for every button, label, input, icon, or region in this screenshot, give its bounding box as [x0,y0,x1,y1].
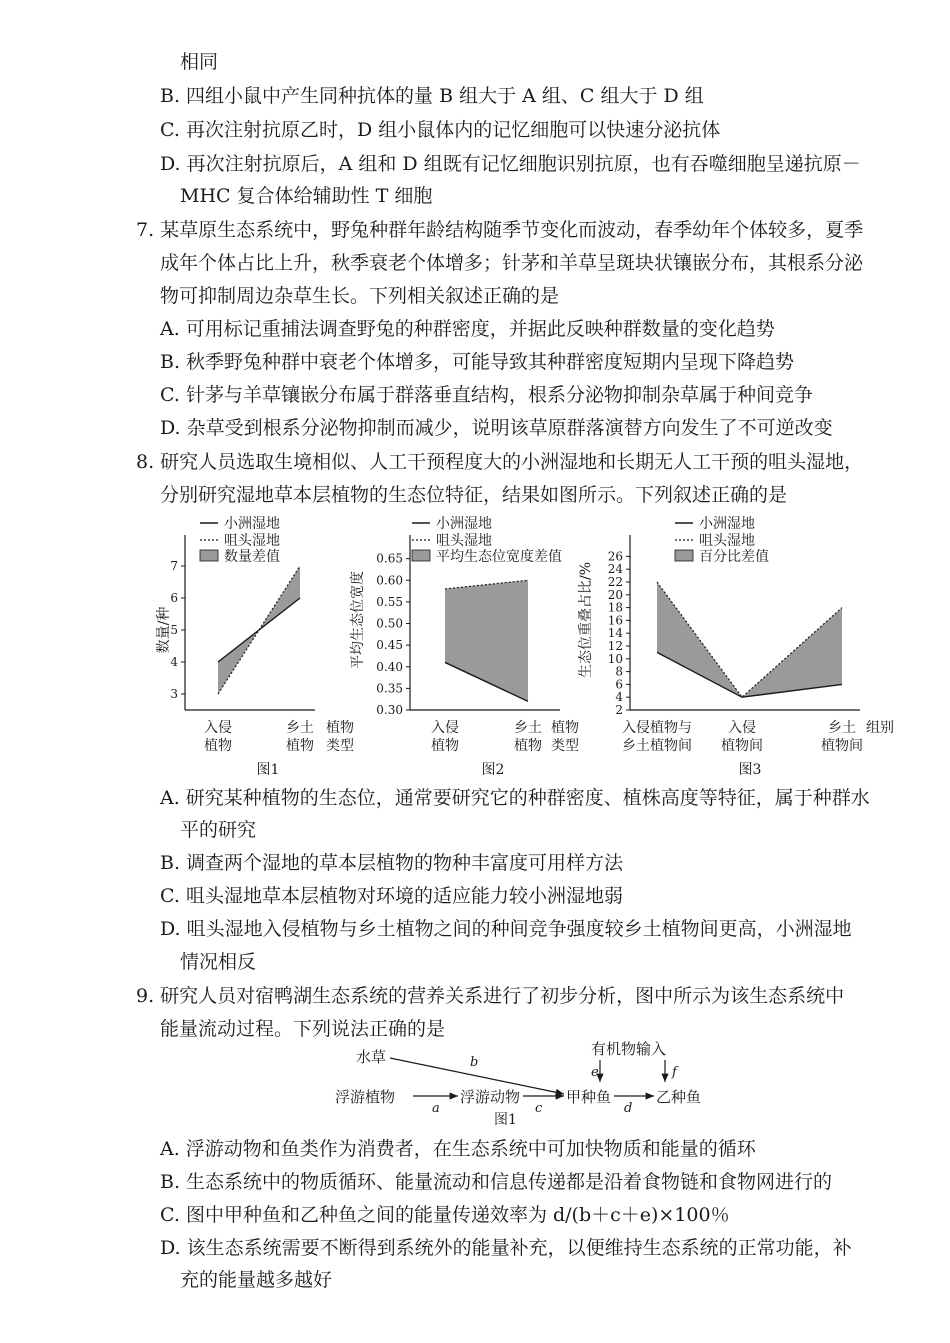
label-c: c [535,1101,543,1116]
q9-stem-line1: 9. 研究人员对宿鸭湖生态系统的营养关系进行了初步分析，图中所示为该生态系统中 [136,985,845,1007]
label-a: a [432,1101,440,1116]
x-category-label: 入侵 [728,720,756,736]
x-category-label: 植物 [204,738,232,754]
x-category-label: 植物 [514,738,542,754]
y-tick-label: 6 [615,677,623,692]
label-f: f [672,1065,677,1080]
y-tick-label: 0.45 [376,638,403,653]
x-axis-label: 类型 [326,738,354,754]
x-axis-label: 植物 [551,720,579,736]
q8-option-b: B. 调查两个湿地的草本层植物的物种丰富度可用样方法 [160,852,624,874]
figure-caption: 图2 [481,762,505,778]
legend-swatch [412,550,430,561]
y-tick-label: 18 [607,600,623,615]
y-tick-label: 26 [607,549,623,564]
x-category-label: 乡土 [514,720,542,736]
y-tick-label: 2 [615,703,623,717]
q8-option-a-line2: 平的研究 [180,819,257,841]
q7-stem-line2: 成年个体占比上升，秋季衰老个体增多；针茅和羊草呈斑块状镶嵌分布，其根系分泌 [160,252,864,274]
x-category-label: 植物 [286,738,314,754]
x-axis-label: 类型 [551,738,579,754]
y-tick-label: 22 [607,575,623,589]
q8-option-c: C. 咀头湿地草本层植物对环境的适应能力较小洲湿地弱 [160,885,623,907]
y-tick-label: 16 [607,613,623,628]
q9-option-a: A. 浮游动物和鱼类作为消费者，在生态系统中可加快物质和能量的循环 [160,1138,756,1160]
q6-stem-continuation: 相同 [180,51,219,73]
q6-option-c: C. 再次注射抗原乙时，D 组小鼠体内的记忆细胞可以快速分泌抗体 [160,119,721,141]
x-category-label: 植物间 [821,738,863,754]
legend-label: 平均生态位宽度差值 [436,549,562,565]
legend-label: 小洲湿地 [224,516,280,532]
y-tick-label: 10 [607,651,623,666]
q8-option-d-line2: 情况相反 [180,951,257,973]
y-axis-label: 平均生态位宽度 [350,571,366,669]
figure-caption: 图3 [738,762,762,778]
y-tick-label: 12 [607,639,623,653]
y-tick-label: 6 [170,591,178,605]
figure-caption: 图1 [256,762,280,778]
legend-label: 咀头湿地 [699,533,755,549]
y-axis-label: 生态位重叠占比/% [578,561,594,679]
q8-stem-line2: 分别研究湿地草本层植物的生态位特征，结果如图所示。下列叙述正确的是 [160,484,788,506]
q7-option-a: A. 可用标记重捕法调查野兔的种群密度，并据此反映种群数量的变化趋势 [160,318,775,340]
q6-option-d-line2: MHC 复合体给辅助性 T 细胞 [180,185,433,207]
y-tick-label: 20 [607,587,623,602]
node-zooplankton: 浮游动物 [460,1088,521,1106]
x-category-label: 植物间 [721,738,763,754]
q9-option-b: B. 生态系统中的物质循环、能量流动和信息传递都是沿着食物链和食物网进行的 [160,1171,833,1193]
legend-label: 小洲湿地 [436,516,492,532]
y-tick-label: 0.40 [376,659,403,674]
x-category-label: 乡土 [828,720,856,736]
q9-stem-line2: 能量流动过程。下列说法正确的是 [160,1018,446,1040]
y-tick-label: 0.35 [376,681,403,696]
legend-label: 百分比差值 [699,549,769,565]
q7-stem-line1: 7. 某草原生态系统中，野兔种群年龄结构随季节变化而波动，春季幼年个体较多，夏季 [136,219,864,241]
q7-option-c: C. 针茅与羊草镶嵌分布属于群落垂直结构，根系分泌物抑制杂草属于种间竞争 [160,384,813,406]
legend-label: 咀头湿地 [224,533,280,549]
x-category-label: 植物 [431,738,459,754]
q6-option-d-line1: D. 再次注射抗原后，A 组和 D 组既有记忆细胞识别抗原，也有吞噬细胞呈递抗原－ [160,153,861,175]
node-organic-input: 有机物输入 [591,1040,667,1058]
x-axis-label: 植物 [326,720,354,736]
q7-stem-line3: 物可抑制周边杂草生长。下列相关叙述正确的是 [160,285,560,307]
label-b: b [470,1055,479,1070]
q7-option-b: B. 秋季野兔种群中衰老个体增多，可能导致其种群密度短期内呈现下降趋势 [160,351,795,373]
q9-option-d-line2: 充的能量越多越好 [180,1269,333,1291]
q9-energy-flow-diagram [0,1040,950,1130]
y-tick-label: 7 [170,559,178,573]
y-tick-label: 4 [615,690,623,705]
legend-swatch [200,550,218,561]
x-category-label: 入侵 [204,720,232,736]
x-category-label: 入侵植物与 [622,720,692,736]
q9-option-c: C. 图中甲种鱼和乙种鱼之间的能量传递效率为 d/(b＋c＋e)×100％ [160,1204,730,1226]
label-d: d [624,1101,633,1116]
q6-option-b: B. 四组小鼠中产生同种抗体的量 B 组大于 A 组、C 组大于 D 组 [160,85,704,107]
q9-option-d-line1: D. 该生态系统需要不断得到系统外的能量补充，以便维持生态系统的正常功能，补 [160,1237,852,1259]
difference-area [657,582,842,697]
x-category-label: 乡土植物间 [622,738,692,754]
node-water-grass: 水草 [356,1048,387,1066]
y-tick-label: 8 [615,664,623,679]
y-tick-label: 24 [607,562,623,577]
q7-option-d: D. 杂草受到根系分泌物抑制而减少，说明该草原群落演替方向发生了不可逆改变 [160,417,833,439]
legend-label: 小洲湿地 [699,516,755,532]
y-tick-label: 0.50 [376,616,403,631]
node-fish-b: 乙种鱼 [656,1088,702,1106]
q8-figures [0,505,950,780]
y-tick-label: 5 [170,623,178,637]
y-tick-label: 14 [607,626,623,641]
y-tick-label: 0.55 [376,594,403,609]
q8-option-a-line1: A. 研究某种植物的生态位，通常要研究它的种群密度、植株高度等特征，属于种群水 [160,787,870,809]
legend-label: 咀头湿地 [436,533,492,549]
x-category-label: 乡土 [286,720,314,736]
x-axis-label: 组别 [866,720,894,736]
difference-area [445,580,528,701]
q8-stem-line1: 8. 研究人员选取生境相似、人工干预程度大的小洲湿地和长期无人工干预的咀头湿地， [136,451,864,473]
node-phytoplankton: 浮游植物 [335,1088,396,1106]
y-tick-label: 0.30 [376,703,403,717]
legend-swatch [675,550,693,561]
diagram-caption: 图1 [494,1112,517,1128]
label-e: e [591,1065,599,1080]
y-tick-label: 4 [170,655,178,669]
node-fish-a: 甲种鱼 [566,1088,612,1106]
y-tick-label: 3 [170,687,178,701]
q8-option-d-line1: D. 咀头湿地入侵植物与乡土植物之间的种间竞争强度较乡土植物间更高，小洲湿地 [160,918,852,940]
y-axis-label: 数量/种 [156,606,172,654]
y-tick-label: 0.60 [376,573,403,588]
y-tick-label: 0.65 [376,551,403,566]
legend-label: 数量差值 [224,549,280,565]
x-category-label: 入侵 [431,720,459,736]
